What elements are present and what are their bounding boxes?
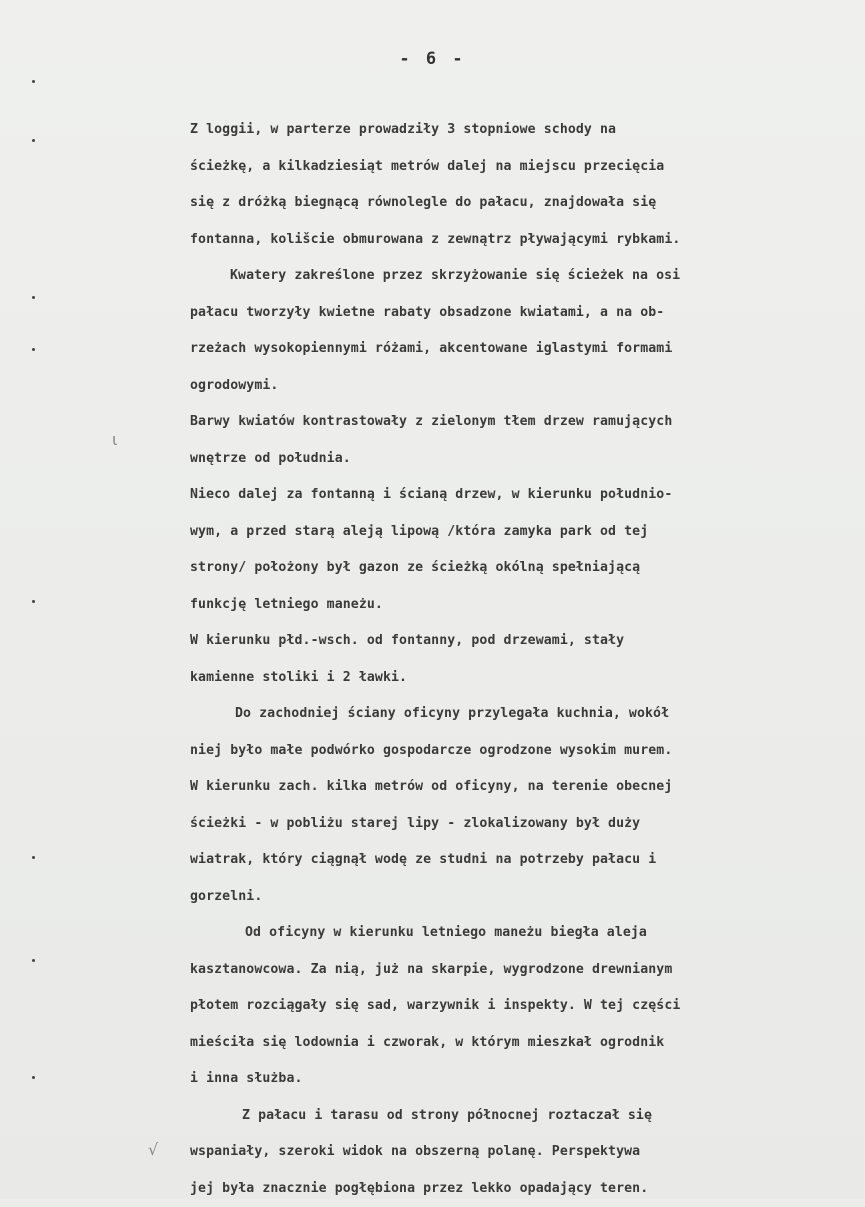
text-line: ogrodowymi. [190,368,850,405]
text-line: się z dróżką biegnącą równolegle do pałacu, znajdowała się [190,185,850,222]
text-line: Barwy kwiatów kontrastowały z zielonym tłem drzew ramujących [190,404,850,441]
text-line: strony/ położony był gazon ze ścieżką okólną spełniającą [190,550,850,587]
text-line: Z pałacu i tarasu od strony północnej roztaczał się [190,1098,850,1135]
margin-dot [32,1076,35,1079]
text-line: W kierunku zach. kilka metrów od oficyny, na terenie obecnej [190,769,850,806]
margin-dot [32,600,35,603]
margin-tick-mark: ι [112,430,117,449]
text-line: rzeżach wysokopiennymi różami, akcentowane iglastymi formami [190,331,850,368]
text-line: Od oficyny w kierunku letniego maneżu biegła aleja [190,915,850,952]
text-line: płotem rozciągały się sad, warzywnik i inspekty. W tej części [190,988,850,1025]
text-line: niej było małe podwórko gospodarcze ogrodzone wysokim murem. [190,733,850,770]
margin-dot [32,296,35,299]
text-line: mieściła się lodownia i czworak, w którym mieszkał ogrodnik [190,1025,850,1062]
text-line: kasztanowcowa. Za nią, już na skarpie, wygrodzone drewnianym [190,952,850,989]
text-line: funkcję letniego maneżu. [190,587,850,624]
text-line: Do zachodniej ściany oficyny przylegała kuchnia, wokół [190,696,850,733]
text-line: ścieżkę, a kilkadziesiąt metrów dalej na miejscu przecięcia [190,149,850,186]
text-line: pałacu tworzyły kwietne rabaty obsadzone kwiatami, a na ob- [190,295,850,332]
text-line: gorzelni. [190,879,850,916]
text-line: wiatrak, który ciągnął wodę ze studni na potrzeby pałacu i [190,842,850,879]
text-line: Z loggii, w parterze prowadziły 3 stopniowe schody na [190,112,850,149]
text-line: W kierunku płd.-wsch. od fontanny, pod drzewami, stały [190,623,850,660]
margin-check-mark: √ [148,1140,158,1159]
text-line: fontanna, kolišcie obmurowana z zewnątrz pływającymi rybkami. [190,222,850,259]
text-line: ścieżki - w pobliżu starej lipy - zlokalizowany był duży [190,806,850,843]
page-number: - 6 - [0,49,865,69]
margin-dot [32,959,35,962]
text-line: kamienne stoliki i 2 ławki. [190,660,850,697]
text-line: wym, a przed starą aleją lipową /która zamyka park od tej [190,514,850,551]
margin-dot [32,80,35,83]
text-line: Kwatery zakreślone przez skrzyżowanie się ścieżek na osi [190,258,850,295]
margin-dot [32,856,35,859]
text-line: jej była znacznie pogłębiona przez lekko opadający teren. [190,1171,850,1207]
text-line: wnętrze od południa. [190,441,850,478]
text-line: Nieco dalej za fontanną i ścianą drzew, w kierunku południo- [190,477,850,514]
text-line: wspaniały, szeroki widok na obszerną polanę. Perspektywa [190,1134,850,1171]
text-line: i inna służba. [190,1061,850,1098]
body-text [190,112,850,1207]
margin-dot [32,139,35,142]
margin-dot [32,348,35,351]
